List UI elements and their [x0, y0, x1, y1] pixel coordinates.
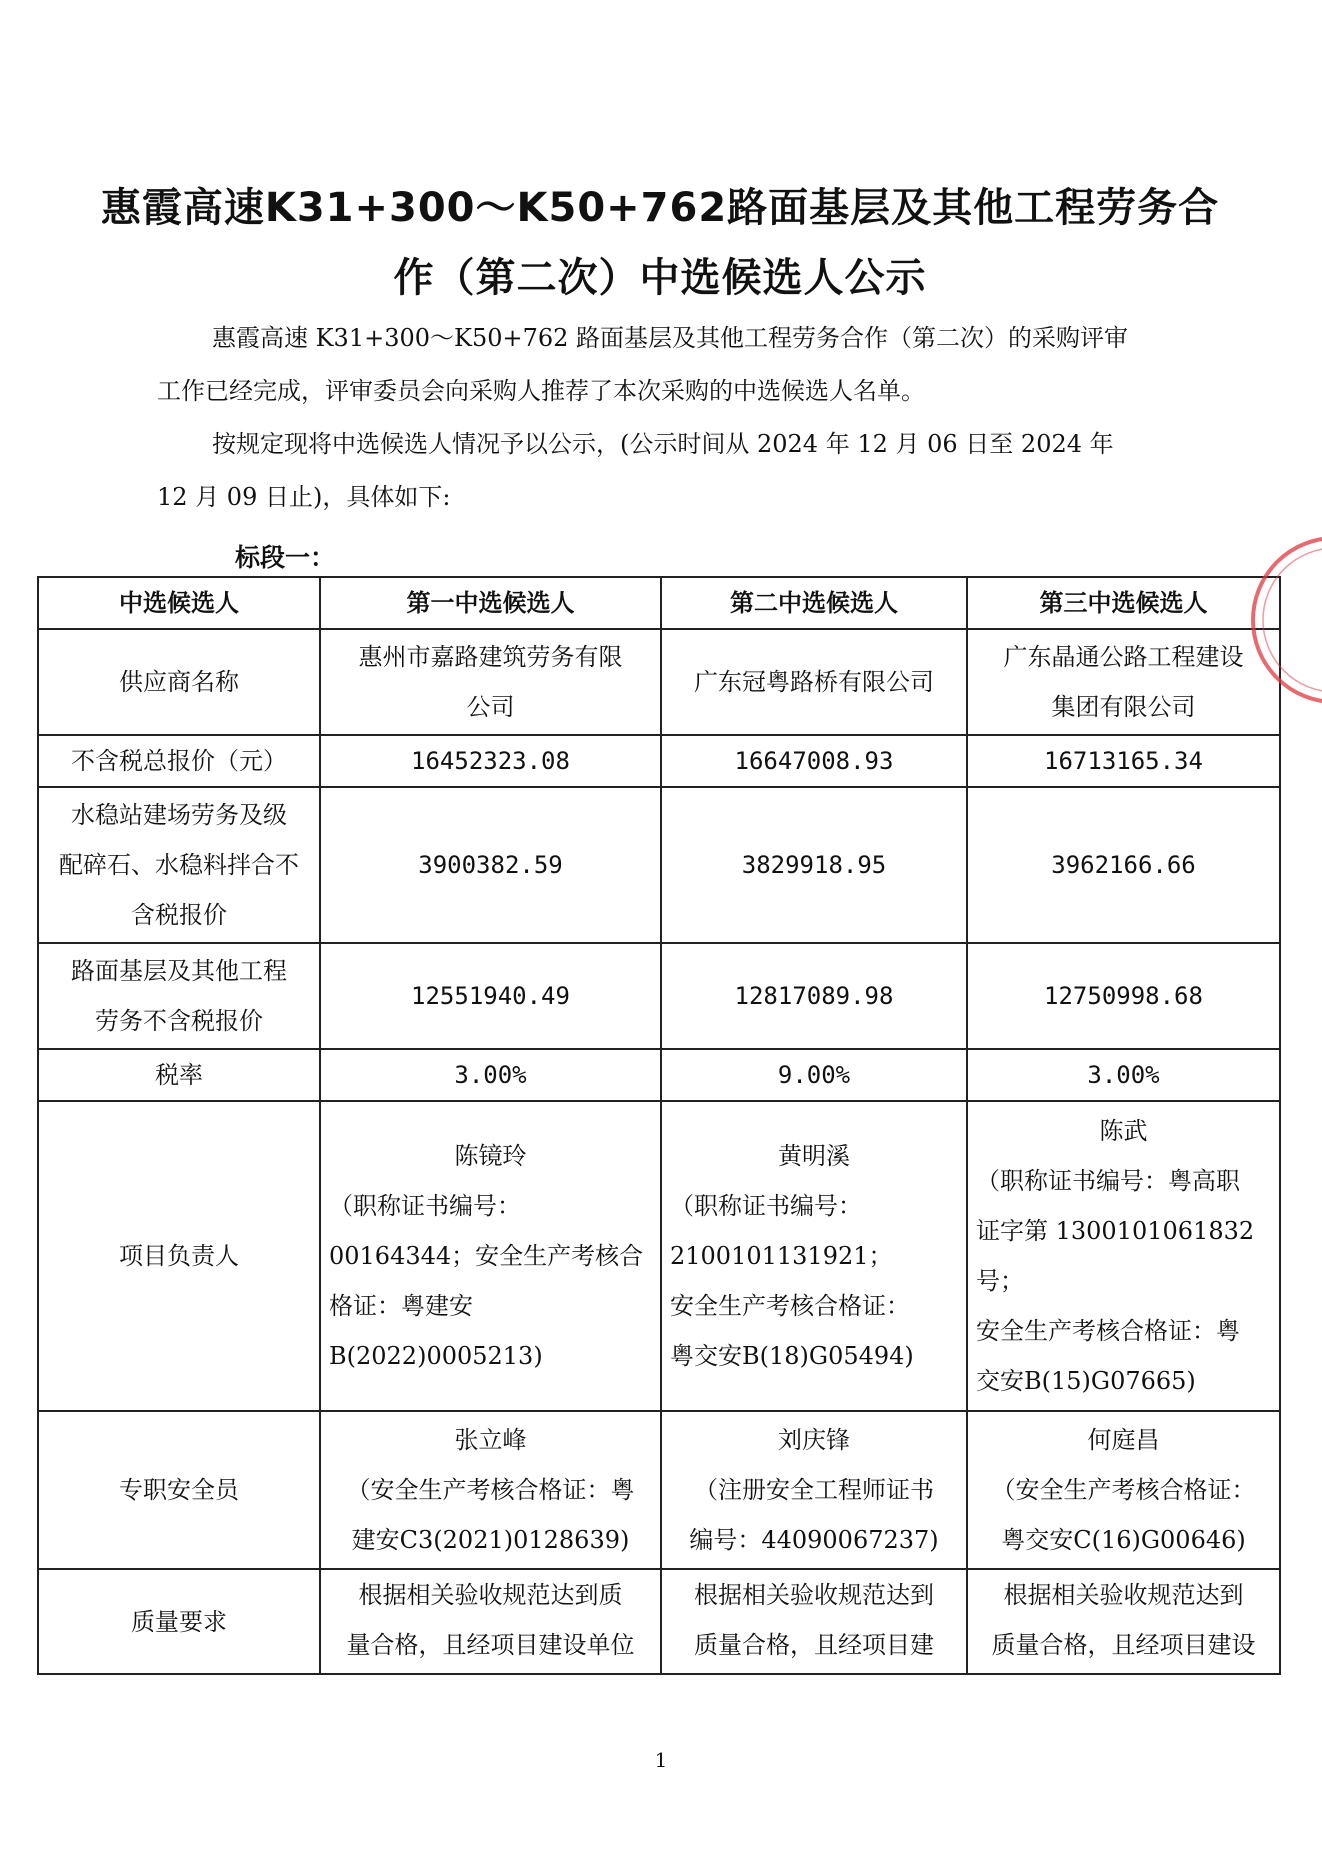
safety-cell: 张立峰 （安全生产考核合格证：粤 建安C3(2021)0128639) — [320, 1411, 661, 1569]
value-cell: 3900382.59 — [320, 787, 661, 943]
intro-paragraph-1-line-2: 工作已经完成，评审委员会向采购人推荐了本次采购的中选候选人名单。 — [157, 377, 925, 405]
safety-cell: 刘庆锋 （注册安全工程师证书 编号：44090067237) — [661, 1411, 967, 1569]
value-cell: 16647008.93 — [661, 735, 967, 787]
value-cell: 16452323.08 — [320, 735, 661, 787]
table-row-quality — [38, 1569, 1280, 1674]
table-row-total-price — [38, 735, 1280, 787]
value-cell: 16713165.34 — [967, 735, 1280, 787]
table-row-tax-rate — [38, 1049, 1280, 1101]
table-row-water-station — [38, 787, 1280, 943]
value-cell: 3.00% — [320, 1049, 661, 1101]
intro-paragraph-2-line-1: 按规定现将中选候选人情况予以公示，(公示时间从 2024 年 12 月 06 日至 2024 年 — [212, 430, 1114, 458]
value-cell: 3829918.95 — [661, 787, 967, 943]
quality-cell: 根据相关验收规范达到 质量合格，且经项目建 — [661, 1569, 967, 1674]
row-label: 税率 — [38, 1049, 320, 1101]
value-cell: 9.00% — [661, 1049, 967, 1101]
value-cell: 12551940.49 — [320, 943, 661, 1049]
section-label: 标段一： — [235, 543, 336, 572]
header-cell: 第二中选候选人 — [661, 577, 967, 629]
row-label: 专职安全员 — [38, 1411, 320, 1569]
table-row-safety-officer — [38, 1411, 1280, 1569]
value-cell: 12750998.68 — [967, 943, 1280, 1049]
row-label: 项目负责人 — [38, 1101, 320, 1411]
leader-cell: 陈镜玲 （职称证书编号： 00164344；安全生产考核合 格证：粤建安 B(2022)0005213) — [320, 1101, 661, 1411]
safety-cell: 何庭昌 （安全生产考核合格证： 粤交安C(16)G00646) — [967, 1411, 1280, 1569]
page-number: 1 — [654, 1748, 668, 1772]
supplier-cell: 广东晶通公路工程建设 集团有限公司 — [967, 629, 1280, 735]
table-row-project-leader — [38, 1101, 1280, 1411]
table-header-row — [38, 577, 1280, 629]
quality-cell: 根据相关验收规范达到 质量合格，且经项目建设 — [967, 1569, 1280, 1674]
quality-cell: 根据相关验收规范达到质 量合格，且经项目建设单位 — [320, 1569, 661, 1674]
value-cell: 3962166.66 — [967, 787, 1280, 943]
value-cell: 3.00% — [967, 1049, 1280, 1101]
leader-cell: 陈武 （职称证书编号：粤高职 证字第 1300101061832 号； 安全生产考核合格证：粤 交安B(15)G07665) — [967, 1101, 1280, 1411]
title-line-1: 惠霞高速K31+300～K50+762路面基层及其他工程劳务合 — [100, 185, 1220, 231]
supplier-cell: 广东冠粤路桥有限公司 — [661, 629, 967, 735]
supplier-cell: 惠州市嘉路建筑劳务有限 公司 — [320, 629, 661, 735]
value-cell: 12817089.98 — [661, 943, 967, 1049]
row-label: 供应商名称 — [38, 629, 320, 735]
header-cell: 中选候选人 — [38, 577, 320, 629]
leader-cell: 黄明溪 （职称证书编号： 2100101131921； 安全生产考核合格证： 粤交安B(18)G05494) — [661, 1101, 967, 1411]
row-label: 路面基层及其他工程 劳务不含税报价 — [38, 943, 320, 1049]
intro-paragraph-1-line-1: 惠霞高速 K31+300～K50+762 路面基层及其他工程劳务合作（第二次）的采购评审 — [212, 324, 1129, 352]
row-label: 质量要求 — [38, 1569, 320, 1674]
candidates-table — [37, 576, 1281, 1675]
table-row-pavement — [38, 943, 1280, 1049]
row-label: 不含税总报价（元） — [38, 735, 320, 787]
header-cell: 第一中选候选人 — [320, 577, 661, 629]
intro-paragraph-2-line-2: 12 月 09 日止)，具体如下: — [157, 483, 451, 511]
row-label: 水稳站建场劳务及级 配碎石、水稳料拌合不 含税报价 — [38, 787, 320, 943]
title-line-2: 作（第二次）中选候选人公示 — [393, 255, 927, 301]
table-row-supplier — [38, 629, 1280, 735]
header-cell: 第三中选候选人 — [967, 577, 1280, 629]
